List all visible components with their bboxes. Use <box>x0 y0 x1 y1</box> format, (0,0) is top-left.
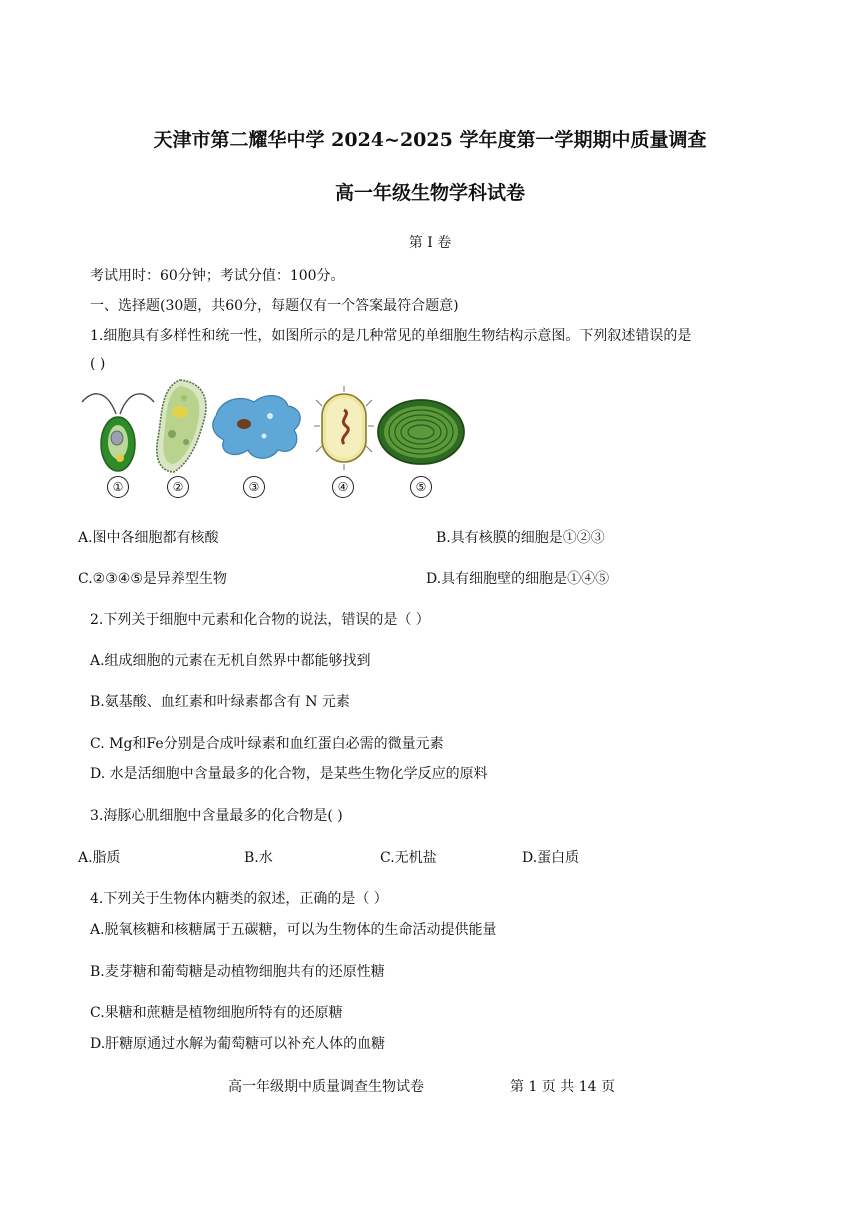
figure-label-2: ② <box>167 476 189 498</box>
chlamydomonas-illustration <box>80 382 156 476</box>
q1-option-d: D.具有细胞壁的细胞是①④⑤ <box>426 571 610 587</box>
q3-option-b: B.水 <box>244 850 273 866</box>
q2-option-c: C. Mg和Fe分别是合成叶绿素和血红蛋白必需的微量元素 <box>90 736 444 752</box>
question-4-stem: 4.下列关于生物体内糖类的叙述，正确的是（ ） <box>90 891 388 907</box>
q4-option-c: C.果糖和蔗糖是植物细胞所特有的还原糖 <box>90 1005 343 1021</box>
question-1-stem-blank: ( ) <box>90 356 106 372</box>
q4-option-a: A.脱氧核糖和核糖属于五碳糖，可以为生物体的生命活动提供能量 <box>90 922 497 938</box>
q1-option-c: C.②③④⑤是异养型生物 <box>78 571 227 587</box>
figure-label-4: ④ <box>332 476 354 498</box>
exam-info: 考试用时：60分钟；考试分值：100分。 <box>90 268 345 284</box>
q4-option-d: D.肝糖原通过水解为葡萄糖可以补充人体的血糖 <box>90 1036 386 1052</box>
q3-option-a: A.脂质 <box>78 850 121 866</box>
footer-page-info: 第 1 页 共 14 页 <box>510 1079 615 1095</box>
q4-option-b: B.麦芽糖和葡萄糖是动植物细胞共有的还原性糖 <box>90 964 385 980</box>
paramecium-illustration <box>150 376 212 476</box>
amoeba-illustration <box>210 390 306 464</box>
q3-option-c: C.无机盐 <box>380 850 437 866</box>
q2-option-a: A.组成细胞的元素在无机自然界中都能够找到 <box>90 653 371 669</box>
footer-exam-name: 高一年级期中质量调查生物试卷 <box>228 1079 424 1095</box>
exam-subtitle: 高一年级生物学科试卷 <box>334 182 525 204</box>
q1-option-a: A.图中各细胞都有核酸 <box>78 530 219 546</box>
section-heading: 一、选择题(30题，共60分，每题仅有一个答案最符合题意) <box>90 298 459 314</box>
question-2-stem: 2.下列关于细胞中元素和化合物的说法，错误的是（ ） <box>90 612 430 628</box>
exam-title: 天津市第二耀华中学 2024~2025 学年度第一学期期中质量调查 <box>153 129 707 151</box>
q2-option-d: D. 水是活细胞中含量最多的化合物，是某些生物化学反应的原料 <box>90 766 488 782</box>
cyanobacterium-illustration <box>376 398 466 466</box>
volume-label: 第 I 卷 <box>408 235 452 251</box>
question-1-stem: 1.细胞具有多样性和统一性，如图所示的是几种常见的单细胞生物结构示意图。下列叙述错误的是 <box>90 328 692 344</box>
figure-label-5: ⑤ <box>410 476 432 498</box>
q3-option-d: D.蛋白质 <box>522 850 580 866</box>
question-3-stem: 3.海豚心肌细胞中含量最多的化合物是( ) <box>90 808 343 824</box>
figure-label-1: ① <box>107 476 129 498</box>
bacterium-illustration <box>314 386 374 470</box>
q1-option-b: B.具有核膜的细胞是①②③ <box>436 530 605 546</box>
figure-label-3: ③ <box>243 476 265 498</box>
q2-option-b: B.氨基酸、血红素和叶绿素都含有 N 元素 <box>90 694 350 710</box>
